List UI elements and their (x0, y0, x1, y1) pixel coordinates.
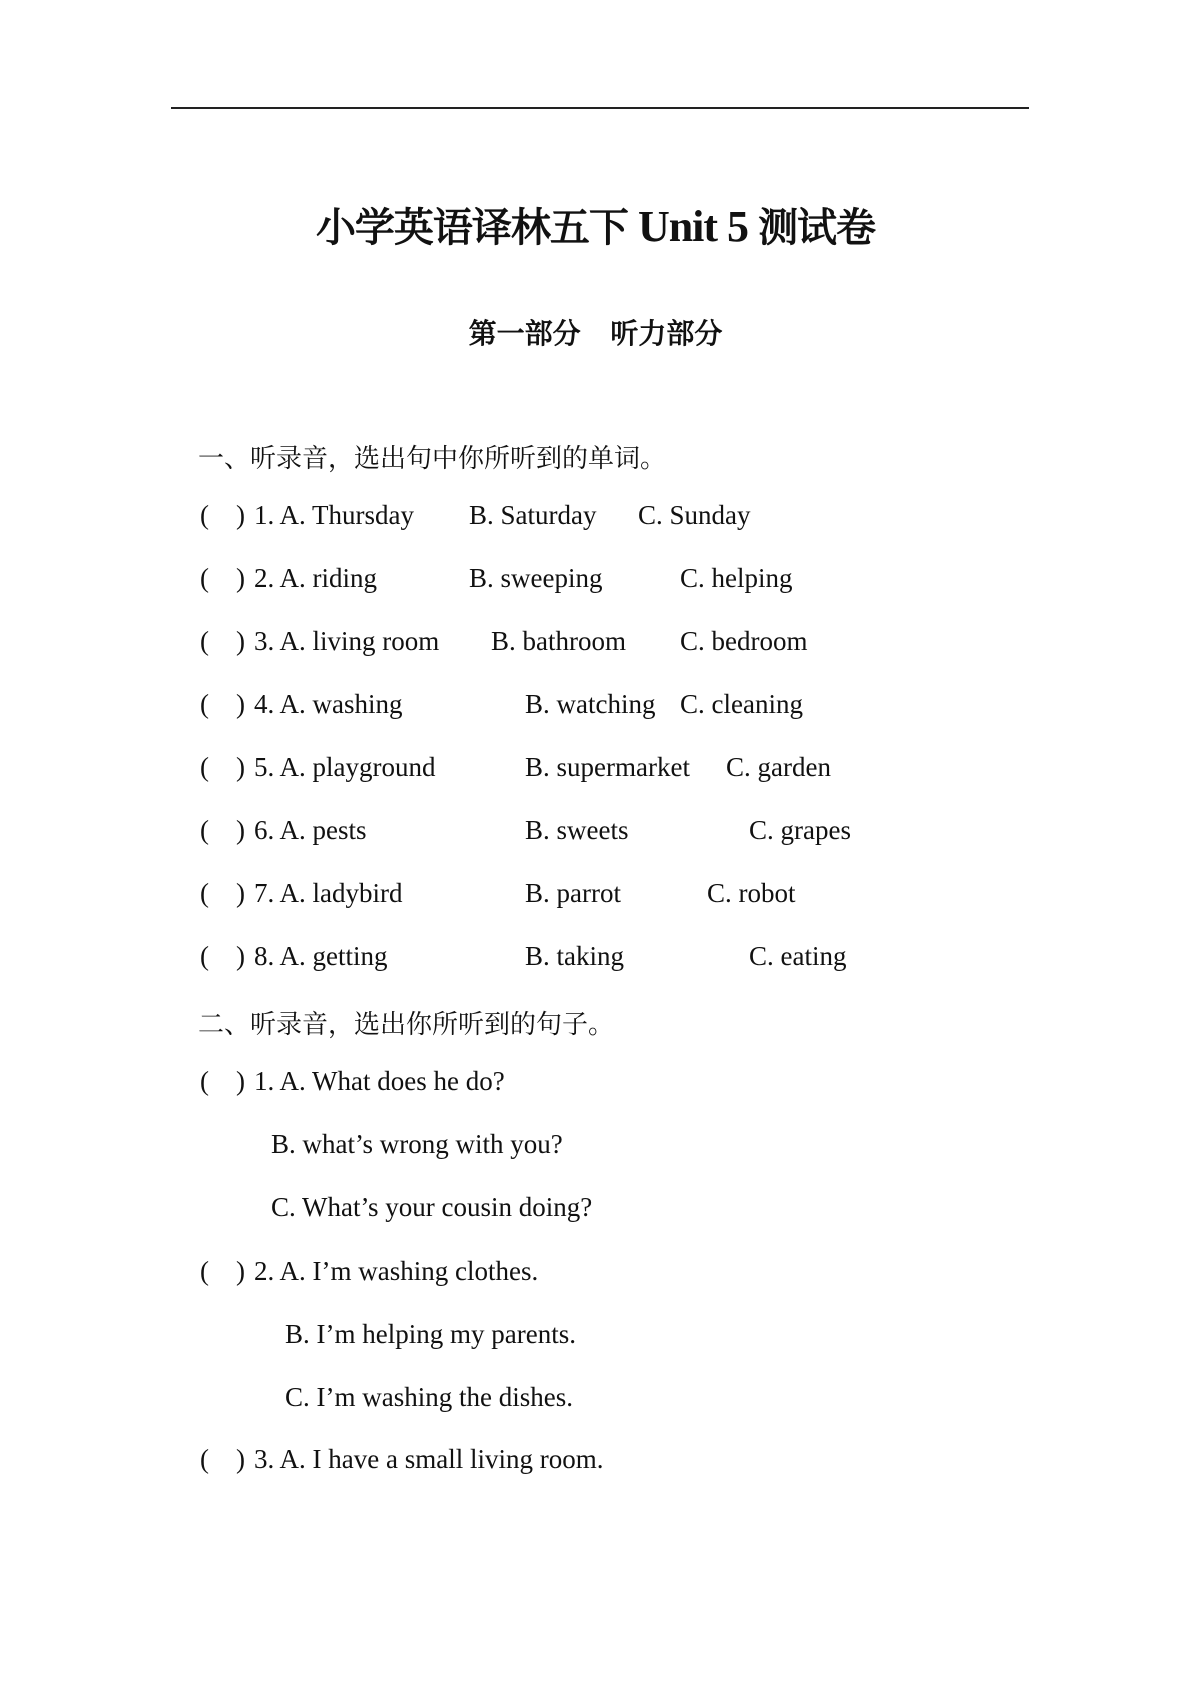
option-c: C. I’m washing the dishes. (285, 1382, 573, 1412)
answer-blank-close: ) (236, 1066, 245, 1096)
option-b: B. I’m helping my parents. (285, 1319, 576, 1349)
option-a: 2. A. I’m washing clothes. (254, 1256, 539, 1286)
option-row (0, 1382, 1191, 1418)
option-b: B. sweeping (469, 563, 603, 593)
section1-heading: 一、听录音，选出句中你所听到的单词。 (198, 444, 667, 474)
answer-blank-open[interactable]: ( (200, 1444, 209, 1474)
question-row (0, 941, 1191, 977)
question-row (0, 815, 1191, 851)
answer-blank-open[interactable]: ( (200, 815, 209, 845)
option-row (0, 1319, 1191, 1355)
answer-blank-close: ) (236, 815, 245, 845)
question-row (0, 626, 1191, 662)
section2-heading: 二、听录音，选出你所听到的句子。 (198, 1010, 615, 1040)
option-c: C. What’s your cousin doing? (271, 1192, 593, 1222)
option-a: 3. A. living room (254, 626, 440, 656)
option-b: B. parrot (525, 878, 621, 908)
question-row (0, 1256, 1191, 1292)
answer-blank-open[interactable]: ( (200, 752, 209, 782)
option-b: B. taking (525, 941, 624, 971)
title-zh-suffix: 测试卷 (758, 205, 876, 251)
answer-blank-close: ) (236, 1444, 245, 1474)
question-row (0, 878, 1191, 914)
question-row (0, 500, 1191, 536)
option-row (0, 1129, 1191, 1165)
option-c: C. garden (726, 752, 831, 782)
answer-blank-close: ) (236, 878, 245, 908)
answer-blank-open[interactable]: ( (200, 689, 209, 719)
answer-blank-close: ) (236, 500, 245, 530)
answer-blank-open[interactable]: ( (200, 878, 209, 908)
option-b: B. bathroom (491, 626, 626, 656)
option-b: B. what’s wrong with you? (271, 1129, 563, 1159)
answer-blank-open[interactable]: ( (200, 626, 209, 656)
question-row (0, 752, 1191, 788)
question-row (0, 1066, 1191, 1102)
option-c: C. grapes (749, 815, 851, 845)
answer-blank-close: ) (236, 752, 245, 782)
title-en: Unit 5 (627, 202, 759, 251)
option-c: C. cleaning (680, 689, 803, 719)
answer-blank-close: ) (236, 563, 245, 593)
option-a: 7. A. ladybird (254, 878, 403, 908)
option-row (0, 1192, 1191, 1228)
option-a: 5. A. playground (254, 752, 436, 782)
answer-blank-open[interactable]: ( (200, 1256, 209, 1286)
option-c: C. Sunday (638, 500, 751, 530)
answer-blank-close: ) (236, 689, 245, 719)
question-row (0, 1444, 1191, 1480)
option-c: C. robot (707, 878, 796, 908)
header-rule (171, 107, 1029, 109)
answer-blank-close: ) (236, 626, 245, 656)
option-c: C. helping (680, 563, 793, 593)
option-a: 4. A. washing (254, 689, 403, 719)
answer-blank-close: ) (236, 941, 245, 971)
question-row (0, 689, 1191, 725)
answer-blank-open[interactable]: ( (200, 941, 209, 971)
option-b: B. supermarket (525, 752, 690, 782)
option-a: 3. A. I have a small living room. (254, 1444, 604, 1474)
part-subtitle: 第一部分 听力部分 (468, 317, 723, 350)
answer-blank-close: ) (236, 1256, 245, 1286)
answer-blank-open[interactable]: ( (200, 500, 209, 530)
option-a: 8. A. getting (254, 941, 388, 971)
option-a: 6. A. pests (254, 815, 367, 845)
option-b: B. Saturday (469, 500, 597, 530)
option-c: C. eating (749, 941, 847, 971)
title-zh: 小学英语译林五下 (315, 205, 628, 251)
answer-blank-open[interactable]: ( (200, 1066, 209, 1096)
option-b: B. sweets (525, 815, 629, 845)
question-row (0, 563, 1191, 599)
option-a: 2. A. riding (254, 563, 378, 593)
option-b: B. watching (525, 689, 656, 719)
option-a: 1. A. What does he do? (254, 1066, 505, 1096)
page-title (0, 196, 1191, 253)
option-c: C. bedroom (680, 626, 808, 656)
answer-blank-open[interactable]: ( (200, 563, 209, 593)
option-a: 1. A. Thursday (254, 500, 414, 530)
